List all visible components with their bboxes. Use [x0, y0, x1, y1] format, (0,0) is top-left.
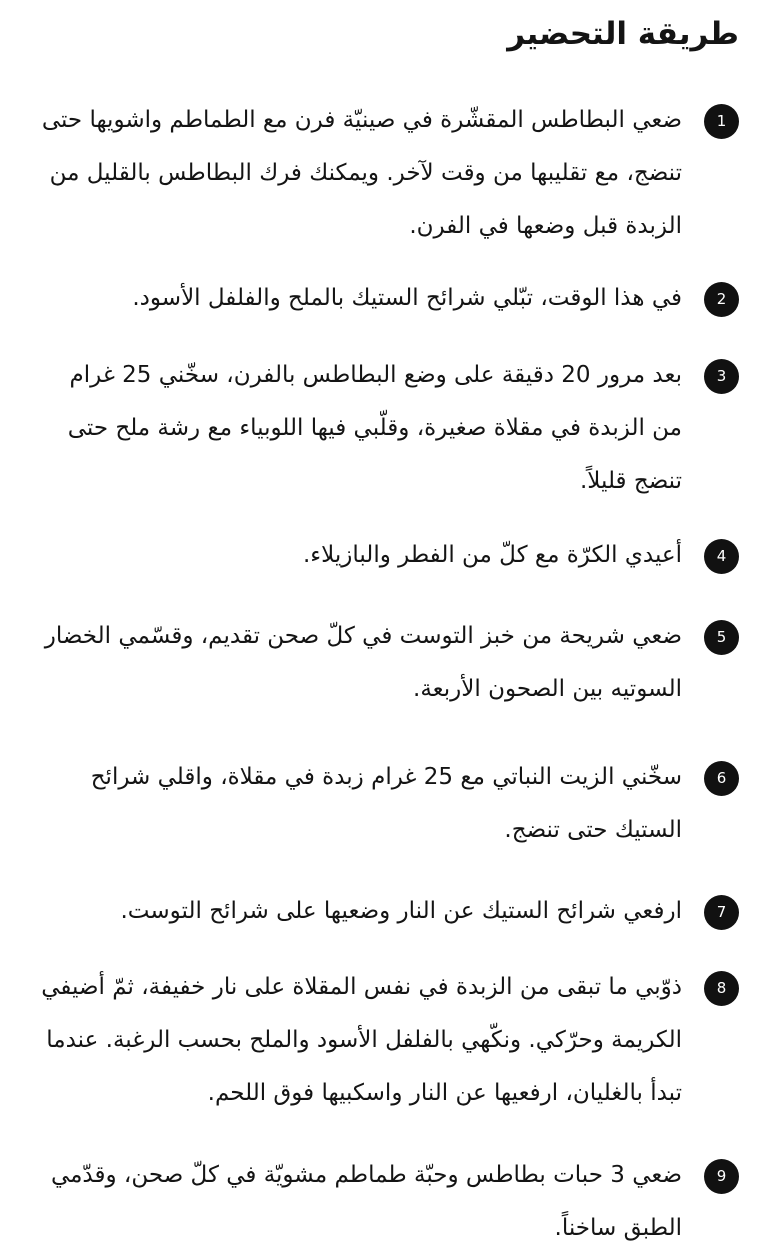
- step-text: سخّني الزيت النباتي مع 25 غرام زبدة في مقلاة، واقلي شرائح الستيك حتى تنضج.: [90, 764, 682, 843]
- step-number-badge: 1: [704, 104, 739, 139]
- step-item: [40, 94, 739, 253]
- step-text: ارفعي شرائح الستيك عن النار وضعيها على شرائح التوست.: [120, 898, 682, 924]
- step-text: ضعي البطاطس المقشّرة في صينيّة فرن مع الطماطم واشويها حتى تنضج، مع تقليبها من وقت لآخر. ويمكنك فرك البطاطس بالقليل من الزبدة قبل وضعها في الفرن.: [41, 107, 682, 239]
- step-item: [40, 610, 739, 716]
- step-number-badge: 8: [704, 971, 739, 1006]
- step-item: [40, 529, 739, 582]
- step-number-badge: 4: [704, 539, 739, 574]
- step-item: [40, 961, 739, 1120]
- step-text: بعد مرور 20 دقيقة على وضع البطاطس بالفرن، سخّني 25 غرام من الزبدة في مقلاة صغيرة، وقلّبي فيها اللوبياء مع رشة ملح حتى تنضج قليلاً.: [67, 362, 682, 494]
- steps-list: [40, 94, 739, 1255]
- step-item: [40, 349, 739, 508]
- step-text: في هذا الوقت، تبّلي شرائح الستيك بالملح والفلفل الأسود.: [132, 285, 682, 311]
- step-item: [40, 751, 739, 857]
- step-number-badge: 7: [704, 895, 739, 930]
- step-item: [40, 885, 739, 938]
- page-title: طريقة التحضير: [507, 16, 739, 52]
- step-item: [40, 1149, 739, 1255]
- step-number-badge: 5: [704, 620, 739, 655]
- step-number-badge: 6: [704, 761, 739, 796]
- step-number-badge: 2: [704, 282, 739, 317]
- step-text: أعيدي الكرّة مع كلّ من الفطر والبازيلاء.: [303, 542, 682, 568]
- step-number-badge: 9: [704, 1159, 739, 1194]
- step-text: ضعي 3 حبات بطاطس وحبّة طماطم مشويّة في كلّ صحن، وقدّمي الطبق ساخناً.: [50, 1162, 682, 1241]
- step-number-badge: 3: [704, 359, 739, 394]
- step-text: ذوّبي ما تبقى من الزبدة في نفس المقلاة على نار خفيفة، ثمّ أضيفي الكريمة وحرّكي. ونكّهي بالفلفل الأسود والملح بحسب الرغبة. عندما تبدأ بالغليان، ارفعيها عن النار واسكبيها فوق اللحم.: [41, 974, 682, 1106]
- step-item: [40, 272, 739, 325]
- step-text: ضعي شريحة من خبز التوست في كلّ صحن تقديم، وقسّمي الخضار السوتيه بين الصحون الأربعة.: [44, 623, 682, 702]
